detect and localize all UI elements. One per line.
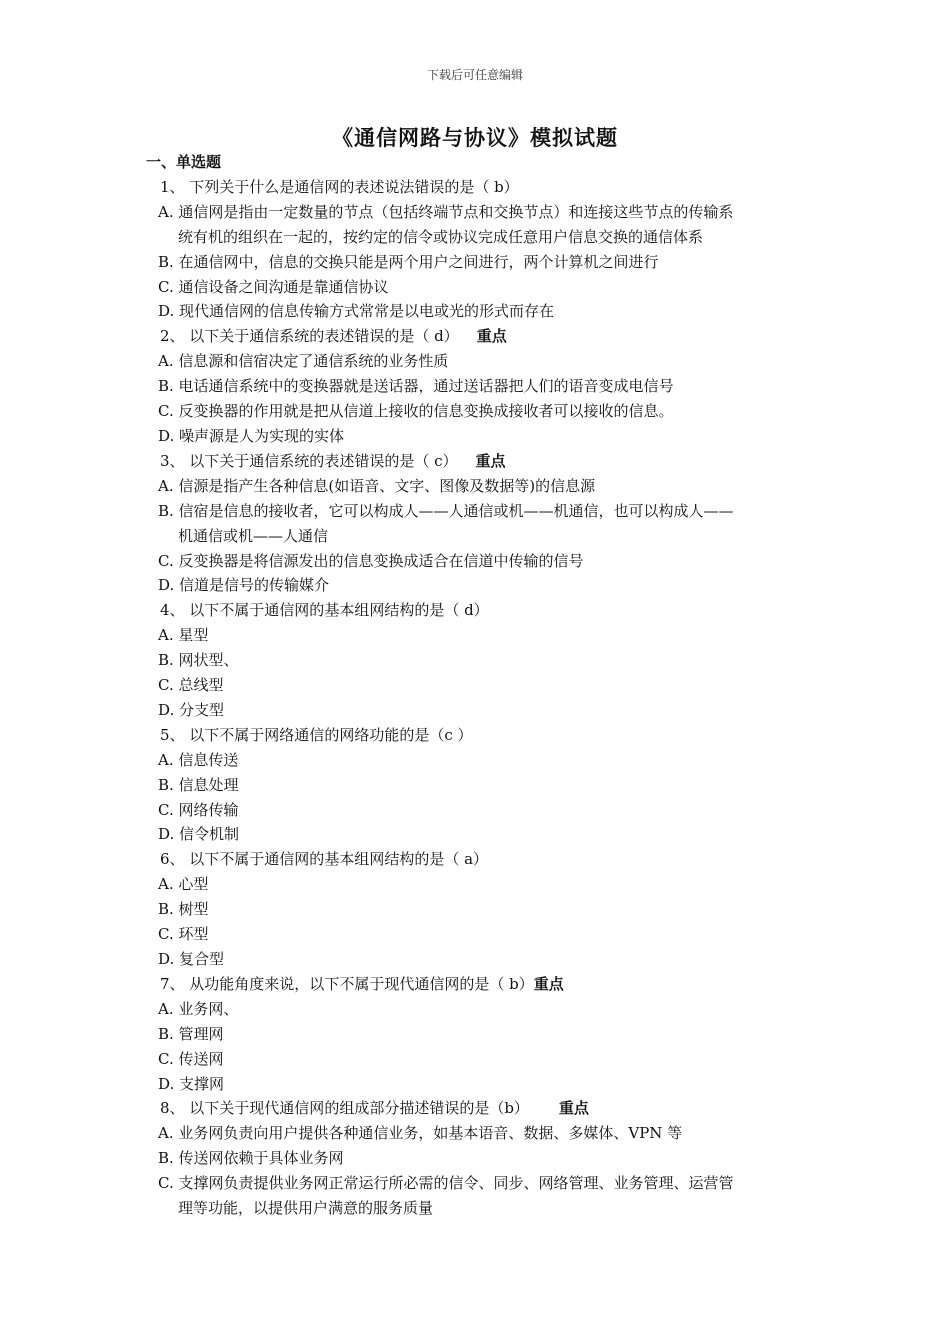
option-text: D. 信令机制 bbox=[158, 825, 240, 844]
option-text: D. 分支型 bbox=[158, 700, 225, 719]
option-text: A. 业务网、 bbox=[158, 999, 239, 1018]
key-point-badge: 重点 bbox=[476, 327, 507, 346]
option-text-continued: 统有机的组织在一起的，按约定的信令或协议完成任意用户信息交换的通信体系 bbox=[178, 227, 704, 246]
question-stem: 5、 以下不属于网络通信的网络功能的是（c ） bbox=[160, 725, 473, 744]
option-text: D. 信道是信号的传输媒介 bbox=[158, 576, 330, 595]
option-text: A. 信息传送 bbox=[158, 750, 239, 769]
option-text: D. 支撑网 bbox=[158, 1074, 225, 1093]
question-row bbox=[146, 324, 816, 349]
option-text: C. 环型 bbox=[158, 925, 209, 944]
question-row bbox=[146, 1096, 816, 1121]
page-header-note: 下载后可任意编辑 bbox=[426, 68, 523, 82]
question-row bbox=[146, 972, 816, 997]
option-text: B. 信宿是信息的接收者，它可以构成人——人通信或机——机通信，也可以构成人—— bbox=[158, 501, 734, 520]
question-stem: 2、 以下关于通信系统的表述错误的是（ d） bbox=[160, 327, 459, 346]
option-text: B. 传送网依赖于具体业务网 bbox=[158, 1149, 344, 1168]
question-stem: 4、 以下不属于通信网的基本组网结构的是（ d） bbox=[160, 601, 489, 620]
option-text: D. 噪声源是人为实现的实体 bbox=[158, 426, 345, 445]
question-stem: 7、 从功能角度来说，以下不属于现代通信网的是（ b） bbox=[160, 974, 534, 993]
question-list bbox=[146, 150, 816, 1221]
question-stem: 8、 以下关于现代通信网的组成部分描述错误的是（b） bbox=[160, 1099, 529, 1118]
option-text: C. 反变换器是将信源发出的信息变换成适合在信道中传输的信号 bbox=[158, 551, 584, 570]
key-point-badge: 重点 bbox=[475, 451, 506, 470]
option-text: A. 通信网是指由一定数量的节点（包括终端节点和交换节点）和连接这些节点的传输系 bbox=[158, 202, 734, 221]
question-stem: 3、 以下关于通信系统的表述错误的是（ c） bbox=[160, 451, 458, 470]
option-text: B. 电话通信系统中的变换器就是送话器，通过送话器把人们的语音变成电信号 bbox=[158, 377, 674, 396]
option-text: A. 业务网负责向用户提供各种通信业务，如基本语音、数据、多媒体、VPN 等 bbox=[158, 1124, 683, 1143]
section-heading: 一、单选题 bbox=[146, 153, 222, 171]
option-text: C. 总线型 bbox=[158, 676, 224, 695]
option-text: A. 信息源和信宿决定了通信系统的业务性质 bbox=[158, 352, 449, 371]
document-title: 《通信网路与协议》模拟试题 bbox=[332, 125, 618, 150]
option-text: A. 信源是指产生各种信息(如语音、文字、图像及数据等)的信息源 bbox=[158, 476, 596, 495]
question-stem: 1、 下列关于什么是通信网的表述说法错误的是（ b） bbox=[160, 177, 519, 196]
option-text-continued: 机通信或机——人通信 bbox=[178, 526, 329, 545]
key-point-badge: 重点 bbox=[533, 974, 564, 993]
option-text-continued: 理等功能，以提供用户满意的服务质量 bbox=[178, 1199, 434, 1218]
question-row bbox=[146, 449, 816, 474]
option-text: D. 复合型 bbox=[158, 950, 225, 968]
question-stem: 6、 以下不属于通信网的基本组网结构的是（ a） bbox=[160, 850, 489, 869]
option-text: B. 树型 bbox=[158, 900, 209, 919]
option-text: D. 现代通信网的信息传输方式常常是以电或光的形式而存在 bbox=[158, 302, 555, 321]
option-text: B. 网状型、 bbox=[158, 651, 239, 670]
option-text: A. 心型 bbox=[158, 875, 209, 894]
key-point-badge: 重点 bbox=[558, 1099, 589, 1118]
option-text: C. 网络传输 bbox=[158, 800, 239, 819]
option-text: B. 在通信网中，信息的交换只能是两个用户之间进行，两个计算机之间进行 bbox=[158, 252, 659, 271]
option-text: C. 支撑网负责提供业务网正常运行所必需的信令、同步、网络管理、业务管理、运营管 bbox=[158, 1174, 734, 1193]
option-text: A. 星型 bbox=[158, 626, 209, 645]
option-text: C. 通信设备之间沟通是靠通信协议 bbox=[158, 277, 389, 296]
option-text: C. 反变换器的作用就是把从信道上接收的信息变换成接收者可以接收的信息。 bbox=[158, 402, 674, 421]
option-text: B. 信息处理 bbox=[158, 775, 239, 794]
option-text: B. 管理网 bbox=[158, 1024, 224, 1043]
option-text: C. 传送网 bbox=[158, 1049, 224, 1068]
